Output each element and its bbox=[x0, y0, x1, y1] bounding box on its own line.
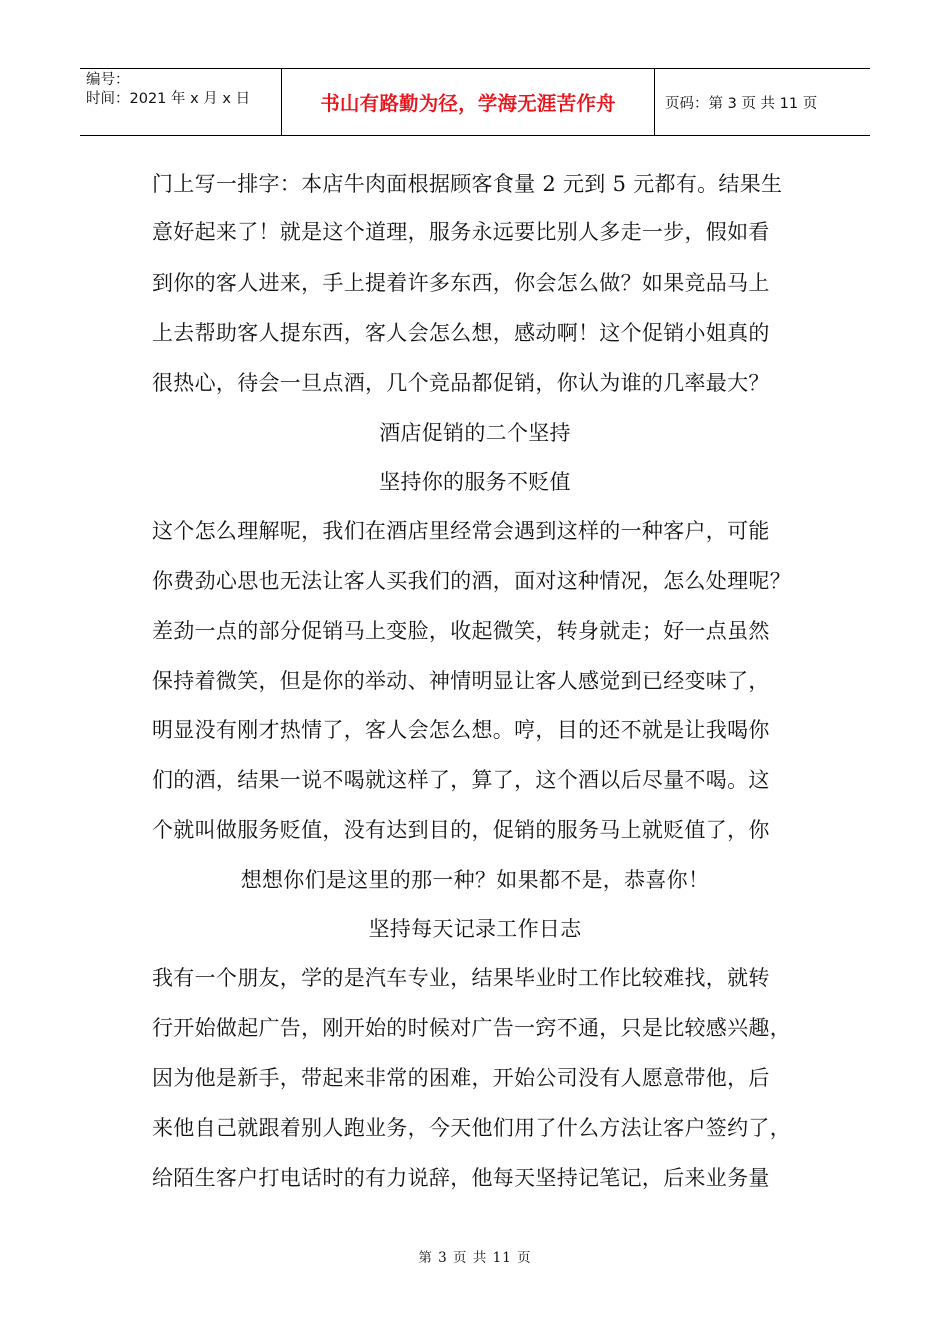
section-subheading: 坚持每天记录工作日志 bbox=[368, 917, 582, 941]
paragraph-line: 你费劲心思也无法让客人买我们的酒，面对这种情况，怎么处理呢？ bbox=[152, 569, 791, 593]
section-subheading: 坚持你的服务不贬值 bbox=[379, 470, 571, 494]
paragraph-line: 来他自己就跟着别人跑业务，今天他们用了什么方法让客户签约了， bbox=[152, 1116, 791, 1140]
paragraph-line: 很热心，待会一旦点酒，几个竞品都促销，你认为谁的几率最大？ bbox=[152, 371, 770, 395]
paragraph-line: 我有一个朋友，学的是汽车专业，结果毕业时工作比较难找，就转 bbox=[152, 966, 770, 990]
time-label: 时间：2021 年 x 月 x 日 bbox=[86, 91, 251, 107]
document-header bbox=[80, 68, 870, 136]
page-footer: 第 3 页 共 11 页 bbox=[418, 1250, 532, 1266]
paragraph-line: 上去帮助客人提东西，客人会怎么想，感动啊！这个促销小姐真的 bbox=[152, 321, 770, 345]
paragraph-line: 行开始做起广告，刚开始的时候对广告一窍不通，只是比较感兴趣， bbox=[152, 1016, 791, 1040]
header-motto: 书山有路勤为径，学海无涯苦作舟 bbox=[282, 69, 655, 135]
paragraph-line: 们的酒，结果一说不喝就这样了，算了，这个酒以后尽量不喝。这 bbox=[152, 768, 770, 792]
number-label: 编号： bbox=[86, 72, 130, 88]
header-page-info: 页码：第 3 页 共 11 页 bbox=[665, 95, 818, 112]
paragraph-line: 意好起来了！就是这个道理，服务永远要比别人多走一步，假如看 bbox=[152, 220, 770, 244]
paragraph-line: 差劲一点的部分促销马上变脸，收起微笑，转身就走；好一点虽然 bbox=[152, 619, 770, 643]
section-heading: 酒店促销的二个坚持 bbox=[379, 421, 571, 445]
header-meta-cell bbox=[80, 69, 282, 135]
paragraph-line: 想想你们是这里的那一种？如果都不是，恭喜你！ bbox=[240, 868, 710, 892]
paragraph-line: 这个怎么理解呢，我们在酒店里经常会遇到这样的一种客户，可能 bbox=[152, 519, 770, 543]
paragraph-line: 保持着微笑，但是你的举动、神情明显让客人感觉到已经变味了， bbox=[152, 669, 770, 693]
paragraph-line: 到你的客人进来，手上提着许多东西，你会怎么做？如果竞品马上 bbox=[152, 271, 770, 295]
paragraph-line: 门上写一排字：本店牛肉面根据顾客食量 2 元到 5 元都有。结果生 bbox=[152, 172, 783, 196]
paragraph-line: 给陌生客户打电话时的有力说辞，他每天坚持记笔记，后来业务量 bbox=[152, 1166, 770, 1190]
paragraph-line: 个就叫做服务贬值，没有达到目的，促销的服务马上就贬值了，你 bbox=[152, 818, 770, 842]
paragraph-line: 明显没有刚才热情了，客人会怎么想。哼，目的还不就是让我喝你 bbox=[152, 718, 770, 742]
paragraph-line: 因为他是新手，带起来非常的困难，开始公司没有人愿意带他，后 bbox=[152, 1066, 770, 1090]
